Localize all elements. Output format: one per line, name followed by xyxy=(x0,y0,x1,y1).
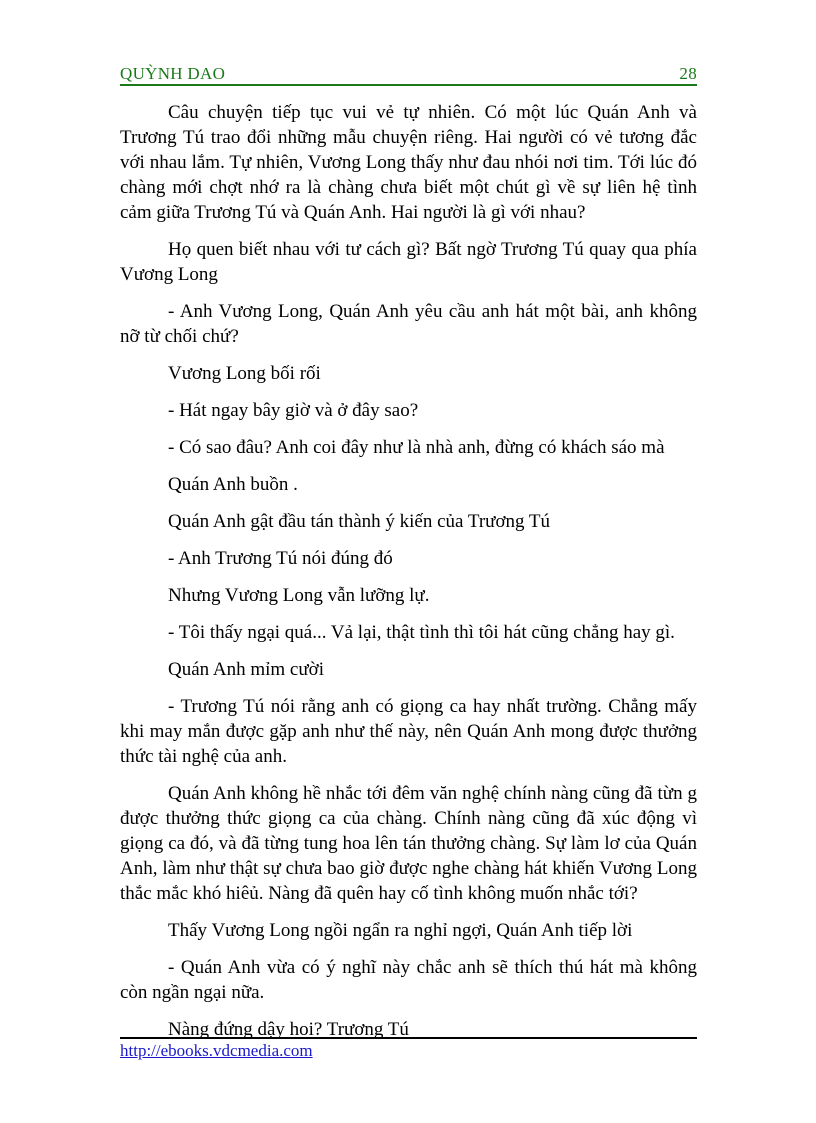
paragraph: Vương Long bối rối xyxy=(168,363,321,384)
paragraph: Thấy Vương Long ngồi ngẩn ra nghỉ ngợi, Quán Anh tiếp lời xyxy=(168,920,633,941)
paragraph: - Có sao đâu? Anh coi đây như là nhà anh, đừng có khách sáo mà xyxy=(168,437,665,458)
paragraph: - Trương Tú nói rằng anh có giọng ca hay nhất trường. Chẳng mấy khi may mắn được gặp anh như thế này, nên Quán Anh mong được thưởng thức tài nghệ của anh. xyxy=(120,696,697,767)
paragraph: - Anh Trương Tú nói đúng đó xyxy=(168,548,393,569)
header-divider xyxy=(120,84,697,86)
paragraph: Quán Anh mỉm cười xyxy=(168,659,324,680)
paragraph: - Anh Vương Long, Quán Anh yêu cầu anh hát một bài, anh không nỡ từ chối chứ? xyxy=(120,301,697,347)
paragraph: Quán Anh buồn . xyxy=(168,474,298,495)
footer-url-link[interactable]: http://ebooks.vdcmedia.com xyxy=(120,1041,313,1060)
paragraph: Quán Anh gật đầu tán thành ý kiến của Trương Tú xyxy=(168,511,551,532)
paragraph: - Hát ngay bây giờ và ở đây sao? xyxy=(168,400,419,421)
paragraph: Nhưng Vương Long vẫn lưỡng lự. xyxy=(168,585,430,606)
paragraph: - Tôi thấy ngại quá... Vả lại, thật tình thì tôi hát cũng chẳng hay gì. xyxy=(168,622,675,643)
page-header xyxy=(120,60,697,84)
header-page-number: 28 xyxy=(679,64,697,83)
paragraph: Họ quen biết nhau với tư cách gì? Bất ngờ Trương Tú quay qua phía Vương Long xyxy=(120,239,697,285)
paragraph: - Quán Anh vừa có ý nghĩ này chắc anh sẽ thích thú hát mà không còn ngần ngại nữa. xyxy=(120,957,697,1003)
footer-divider xyxy=(120,1037,697,1039)
header-author: QUỲNH DAO xyxy=(120,64,226,83)
paragraph: Quán Anh không hề nhắc tới đêm văn nghệ chính nàng cũng đã từn g được thưởng thức giọng ca của chàng. Chính nàng cũng đã xúc động vì giọng ca đó, và đã từng tung hoa lên tán thưởng chàng. Sự làm lơ của Quán Anh, làm như thật sự chưa bao giờ được nghe chàng hát khiến Vương Long thắc mắc khó hiêủ. Nàng đã quên hay cố tình không muốn nhắc tới? xyxy=(120,783,697,904)
paragraph: Câu chuyện tiếp tục vui vẻ tự nhiên. Có một lúc Quán Anh và Trương Tú trao đổi những mẫu chuyện riêng. Hai người có vẻ tương đắc với nhau lắm. Tự nhiên, Vương Long thấy như đau nhói nơi tim. Tới lúc đó chàng mới chợt nhớ ra là chàng chưa biết một chút gì về sự liên hệ tình cảm giữa Trương Tú và Quán Anh. Hai người là gì với nhau? xyxy=(120,102,697,223)
body-text xyxy=(120,100,697,1054)
paragraph: Nàng đứng dậy hoi? Trương Tú xyxy=(168,1019,409,1040)
